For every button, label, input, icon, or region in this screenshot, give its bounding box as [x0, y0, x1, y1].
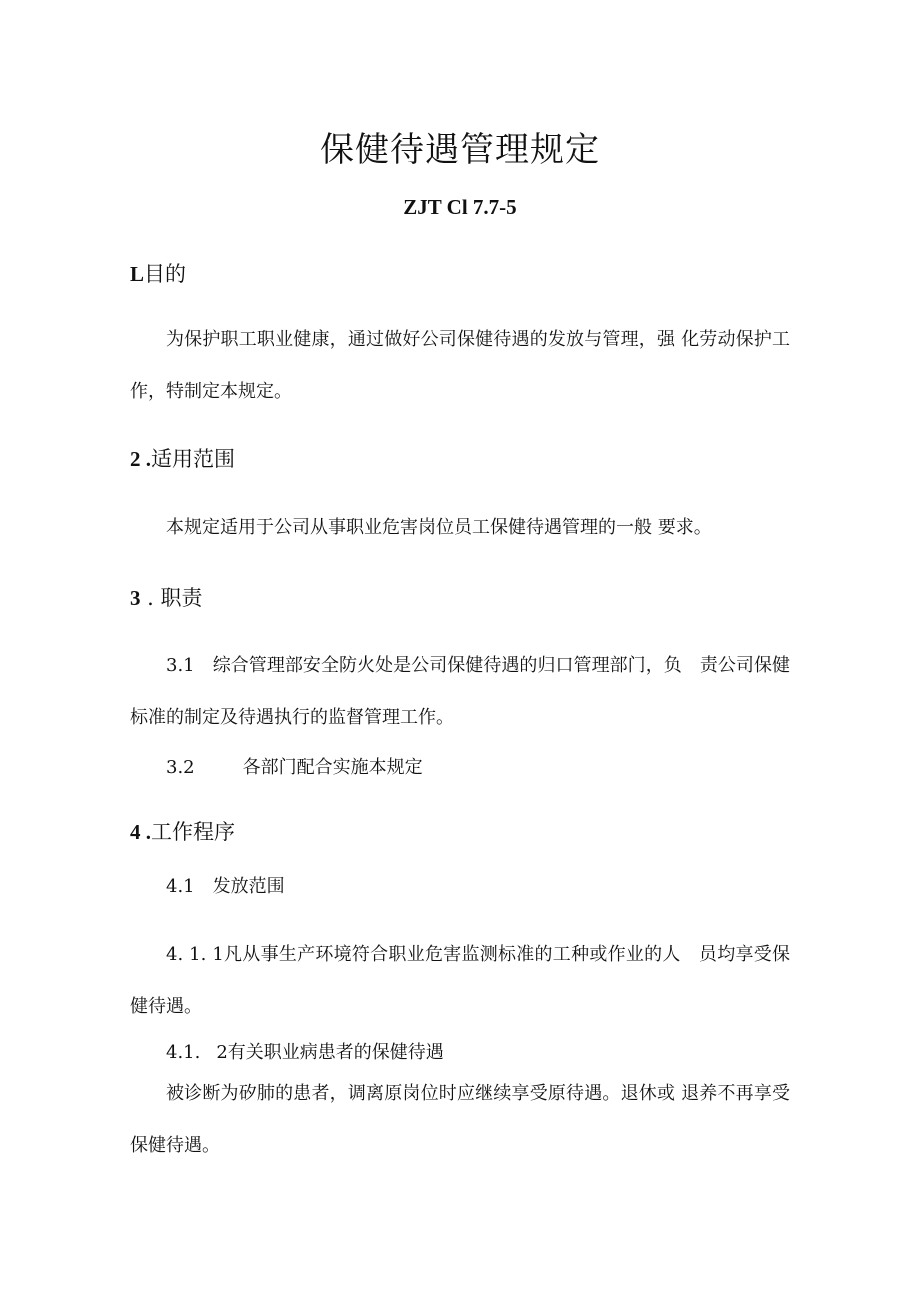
section-2-title: 适用范围	[151, 447, 235, 471]
section-3-number: 3	[130, 586, 141, 610]
section-1-title: 目的	[144, 262, 187, 286]
section-4-item-1-2	[166, 1038, 444, 1064]
section-2-body: 本规定适用于公司从事职业危害岗位员工保健待遇管理的一般 要求。	[166, 517, 712, 538]
section-4-item-1-1: 4. 1. 1凡从事生产环境符合职业危害监测标准的工种或作业的人 员均享受保健待遇。	[130, 944, 790, 1017]
section-3-heading	[130, 582, 203, 612]
section-3-item-2-text: 各部门配合实施本规定	[242, 757, 423, 778]
document-title: 保健待遇管理规定	[320, 130, 600, 170]
section-1-number: L	[130, 262, 145, 286]
section-3-title: 职责	[160, 586, 203, 610]
section-4-item-1	[166, 872, 285, 898]
section-3-item-1: 3.1 综合管理部安全防火处是公司保健待遇的归口管理部门，负 责公司保健标准的制定及待遇执行的监督管理工作。	[130, 655, 790, 728]
section-2-separator: .	[140, 447, 151, 471]
section-4-separator: .	[140, 820, 151, 844]
section-1-heading	[130, 258, 186, 288]
section-4-title: 工作程序	[151, 820, 235, 844]
section-2-number: 2	[130, 447, 141, 471]
section-4-item-1-2-number: 4.1.	[166, 1042, 201, 1063]
section-4-item-1-text: 发放范围	[212, 876, 285, 897]
section-4-item-1-2-body: 被诊断为矽肺的患者，调离原岗位时应继续享受原待遇。退休或 退养不再享受保健待遇。	[130, 1083, 790, 1156]
section-4-number: 4	[130, 820, 141, 844]
document-code: ZJT Cl 7.7-5	[403, 195, 517, 219]
section-3-item-2	[166, 753, 423, 779]
section-2-heading	[130, 443, 235, 473]
section-1-body: 为保护职工职业健康，通过做好公司保健待遇的发放与管理，强 化劳动保护工作，特制定本规定。	[130, 329, 790, 402]
section-3-item-2-number: 3.2	[166, 757, 195, 778]
section-4-item-1-2-text: 2有关职业病患者的保健待遇	[216, 1042, 444, 1063]
section-4-heading	[130, 816, 235, 846]
section-4-item-1-number: 4.1	[166, 876, 195, 897]
section-3-separator: .	[140, 586, 154, 610]
